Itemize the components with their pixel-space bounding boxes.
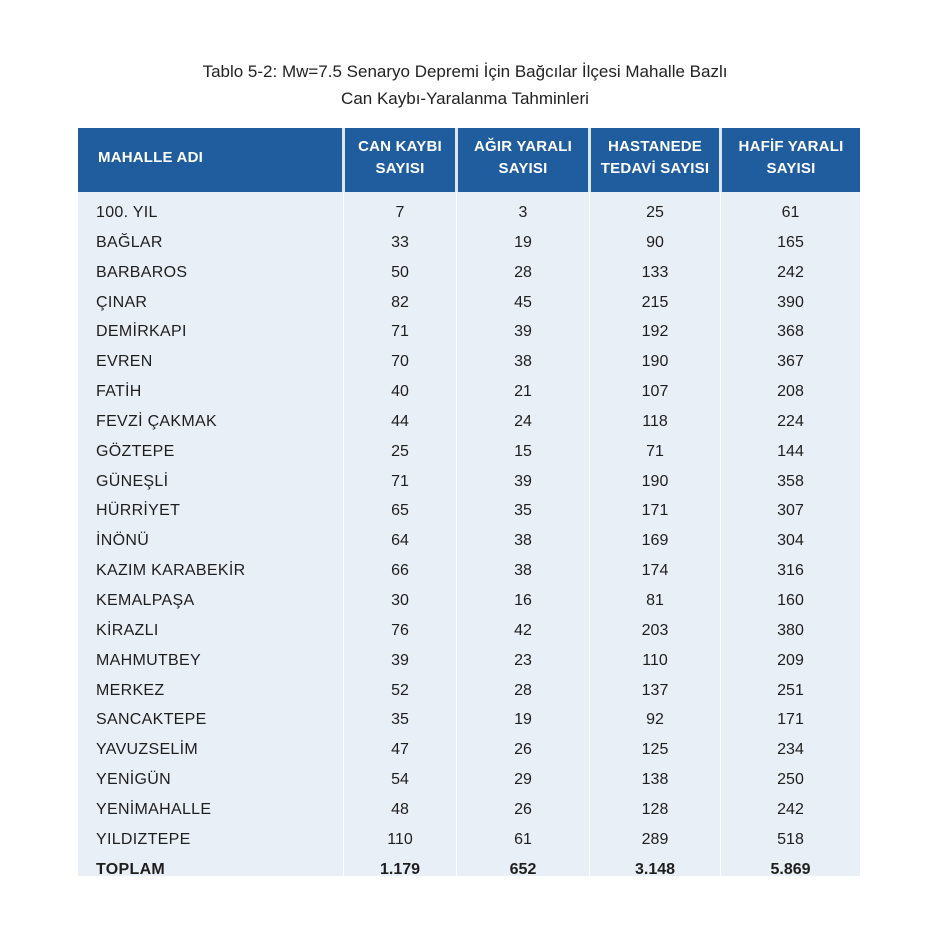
mahalle-name-cell: YAVUZSELİM (96, 741, 198, 759)
header-hastanede-tedavi: HASTANEDE TEDAVİ SAYISI (600, 138, 710, 177)
table-row (78, 825, 860, 855)
caption-line-1: Tablo 5-2: Mw=7.5 Senaryo Depremi İçin Bağcılar İlçesi Mahalle Bazlı (202, 62, 728, 81)
mahalle-name-cell: HÜRRİYET (96, 502, 181, 520)
value-cell: 1.179 (379, 860, 421, 878)
mahalle-name-cell: ÇINAR (96, 293, 148, 311)
table-row (78, 228, 860, 258)
value-cell: 165 (777, 233, 804, 251)
value-cell: 66 (391, 562, 409, 580)
mahalle-name-cell: KİRAZLI (96, 621, 159, 639)
value-cell: 215 (641, 293, 669, 311)
mahalle-name-cell: KAZIM KARABEKİR (96, 562, 246, 580)
table-row (78, 676, 860, 706)
value-cell: 81 (646, 591, 664, 609)
mahalle-name-cell: BAĞLAR (96, 233, 163, 251)
value-cell: 39 (514, 323, 532, 341)
value-cell: 289 (641, 830, 669, 848)
table-header (78, 128, 860, 192)
value-cell: 28 (514, 263, 532, 281)
header-mahalle-adi: MAHALLE ADI (98, 149, 203, 166)
table-caption (0, 58, 930, 112)
value-cell: 209 (777, 651, 804, 669)
value-cell: 110 (642, 651, 668, 669)
value-cell: 71 (391, 472, 409, 490)
value-cell: 38 (514, 353, 532, 371)
value-cell: 3 (518, 204, 528, 221)
value-cell: 19 (514, 711, 532, 729)
table-body (78, 198, 860, 884)
table-row (78, 317, 860, 347)
value-cell: 3.148 (634, 860, 676, 878)
value-cell: 61 (781, 204, 800, 221)
value-cell: 307 (777, 502, 804, 520)
value-cell: 21 (514, 383, 532, 401)
value-cell: 26 (514, 800, 532, 818)
value-cell: 118 (642, 412, 668, 430)
value-cell: 316 (777, 562, 804, 580)
mahalle-name-cell: GÖZTEPE (96, 442, 175, 460)
value-cell: 76 (391, 621, 409, 639)
table-row (78, 765, 860, 795)
table-row (78, 437, 860, 467)
value-cell: 26 (514, 741, 532, 759)
mahalle-name-cell: SANCAKTEPE (96, 711, 207, 729)
value-cell: 169 (641, 532, 669, 550)
value-cell: 358 (777, 472, 804, 490)
value-cell: 368 (777, 323, 804, 341)
mahalle-name-cell: YENİGÜN (96, 771, 171, 789)
value-cell: 203 (641, 621, 669, 639)
table-row (78, 735, 860, 765)
value-cell: 45 (514, 293, 532, 311)
value-cell: 125 (641, 741, 669, 759)
value-cell: 144 (777, 442, 804, 460)
table-row (78, 198, 860, 228)
value-cell: 61 (514, 830, 532, 848)
value-cell: 38 (514, 562, 532, 580)
value-cell: 52 (391, 681, 409, 699)
value-cell: 70 (391, 353, 409, 371)
mahalle-name-cell: 100. YIL (96, 204, 158, 221)
value-cell: 90 (646, 233, 664, 251)
value-cell: 19 (514, 233, 532, 251)
value-cell: 92 (646, 711, 664, 729)
value-cell: 367 (777, 353, 804, 371)
value-cell: 25 (646, 204, 664, 221)
value-cell: 224 (777, 412, 804, 430)
value-cell: 39 (514, 472, 532, 490)
value-cell: 652 (509, 860, 537, 878)
value-cell: 208 (777, 383, 804, 401)
value-cell: 16 (514, 591, 532, 609)
value-cell: 48 (391, 800, 409, 818)
value-cell: 29 (514, 771, 532, 789)
value-cell: 24 (514, 412, 532, 430)
table-row (78, 377, 860, 407)
value-cell: 15 (514, 442, 532, 460)
mahalle-name-cell: DEMİRKAPI (96, 323, 187, 341)
value-cell: 138 (641, 771, 669, 789)
table-row (78, 616, 860, 646)
value-cell: 50 (391, 263, 409, 281)
mahalle-name-cell: TOPLAM (96, 860, 166, 878)
total-row (78, 855, 860, 885)
value-cell: 190 (641, 472, 669, 490)
mahalle-name-cell: YENİMAHALLE (96, 800, 212, 818)
header-agir-yarali: AĞIR YARALI SAYISI (473, 138, 573, 177)
value-cell: 242 (777, 263, 804, 281)
caption-line-2: Can Kaybı-Yaralanma Tahminleri (341, 89, 589, 108)
value-cell: 23 (514, 651, 532, 669)
table-row (78, 258, 860, 288)
table-row (78, 526, 860, 556)
value-cell: 65 (391, 502, 409, 520)
value-cell: 107 (641, 383, 669, 401)
value-cell: 35 (514, 502, 532, 520)
mahalle-name-cell: EVREN (96, 353, 153, 371)
value-cell: 54 (391, 771, 409, 789)
value-cell: 82 (391, 293, 409, 311)
value-cell: 234 (777, 741, 804, 759)
value-cell: 25 (391, 442, 409, 460)
value-cell: 174 (641, 562, 669, 580)
value-cell: 35 (391, 711, 409, 729)
table-row (78, 288, 860, 318)
mahalle-name-cell: YILDIZTEPE (96, 830, 191, 848)
value-cell: 242 (777, 800, 804, 818)
mahalle-name-cell: İNÖNÜ (96, 532, 150, 550)
value-cell: 30 (391, 591, 409, 609)
value-cell: 5.869 (770, 860, 811, 878)
value-cell: 128 (641, 800, 669, 818)
mahalle-name-cell: MERKEZ (96, 681, 165, 699)
value-cell: 47 (391, 741, 409, 759)
value-cell: 160 (777, 591, 804, 609)
table-row (78, 586, 860, 616)
table-row (78, 496, 860, 526)
value-cell: 518 (777, 830, 804, 848)
mahalle-name-cell: MAHMUTBEY (96, 651, 201, 669)
table-row (78, 646, 860, 676)
value-cell: 40 (391, 383, 409, 401)
table-row (78, 467, 860, 497)
value-cell: 38 (514, 532, 532, 550)
header-can-kaybi: CAN KAYBI SAYISI (358, 138, 442, 177)
value-cell: 64 (391, 532, 409, 550)
casualty-table (78, 128, 860, 876)
table-row (78, 705, 860, 735)
value-cell: 171 (641, 502, 669, 520)
value-cell: 137 (641, 681, 669, 699)
value-cell: 110 (387, 830, 413, 848)
value-cell: 251 (777, 681, 804, 699)
value-cell: 39 (391, 651, 409, 669)
value-cell: 192 (641, 323, 669, 341)
mahalle-name-cell: FATİH (96, 383, 142, 401)
value-cell: 133 (641, 263, 669, 281)
header-hafif-yarali: HAFİF YARALI SAYISI (738, 138, 844, 177)
mahalle-name-cell: BARBAROS (96, 263, 188, 281)
value-cell: 28 (514, 681, 532, 699)
table-row (78, 347, 860, 377)
table-row (78, 556, 860, 586)
value-cell: 44 (391, 412, 409, 430)
mahalle-name-cell: GÜNEŞLİ (96, 472, 169, 490)
value-cell: 304 (777, 532, 804, 550)
table-row (78, 795, 860, 825)
value-cell: 380 (777, 621, 804, 639)
value-cell: 42 (514, 621, 532, 639)
value-cell: 7 (395, 204, 405, 221)
value-cell: 250 (777, 771, 804, 789)
value-cell: 33 (391, 233, 409, 251)
mahalle-name-cell: KEMALPAŞA (96, 591, 195, 609)
mahalle-name-cell: FEVZİ ÇAKMAK (96, 412, 217, 430)
value-cell: 171 (777, 711, 804, 729)
value-cell: 71 (391, 323, 409, 341)
value-cell: 71 (646, 442, 664, 460)
table-row (78, 407, 860, 437)
value-cell: 390 (777, 293, 804, 311)
value-cell: 190 (641, 353, 669, 371)
